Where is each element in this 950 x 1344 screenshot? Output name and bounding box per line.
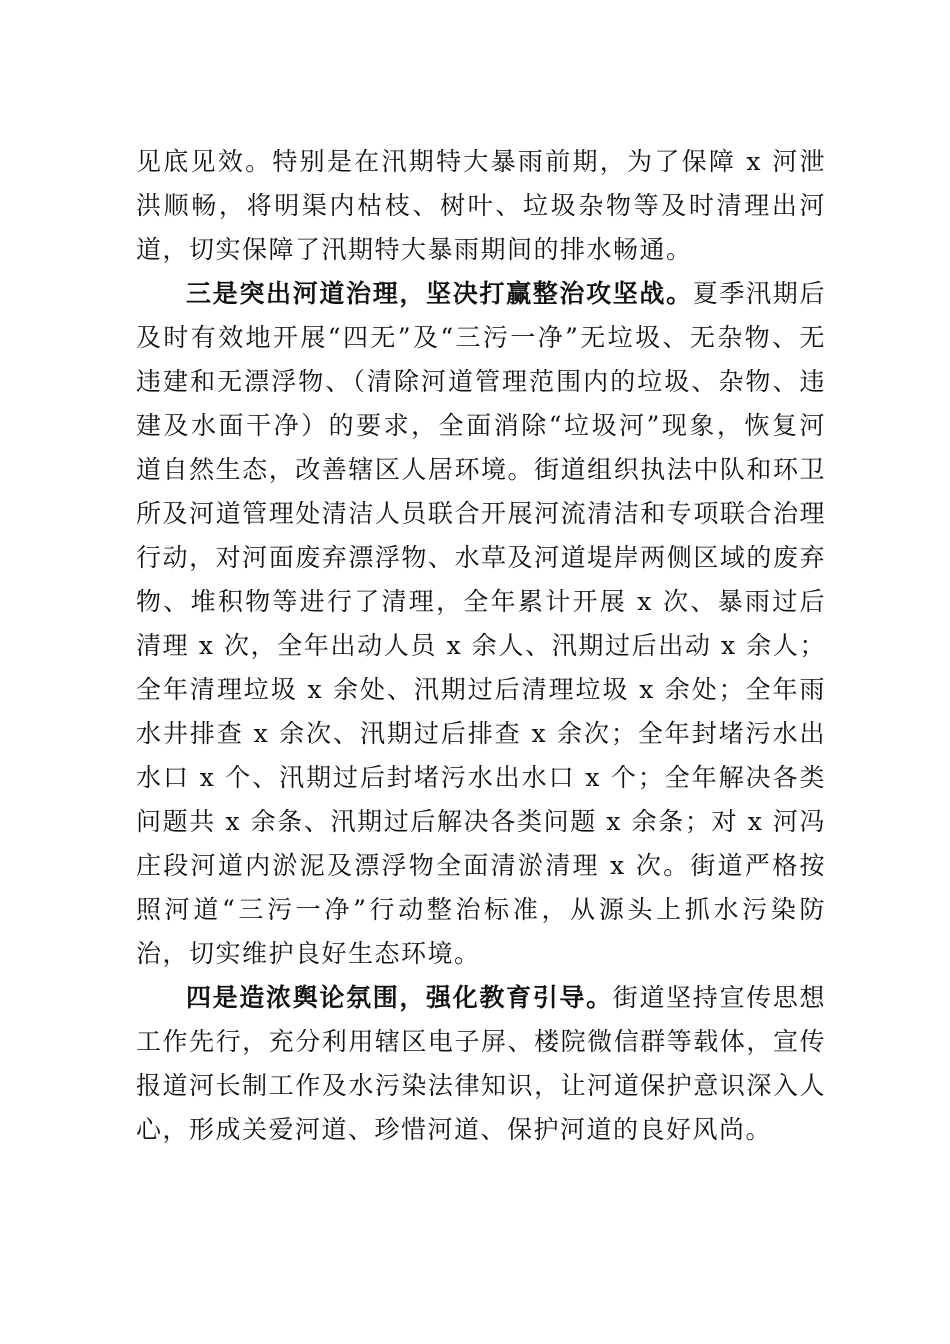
paragraph-continuation: [136, 140, 826, 272]
paragraph-heading: 四是造浓舆论氛围，强化教育引导。: [186, 983, 613, 1012]
paragraph-river-governance: [136, 272, 826, 976]
paragraph-text: 夏季汛期后及时有效地开展“四无”及“三污一净”无垃圾、无杂物、无违建和无漂浮物、（清除河道管理范围内的垃圾、杂物、违建及水面干净）的要求，全面消除“垃圾河”现象，恢复河道自然生态，改善辖区人居环境。街道组织执法中队和环卫所及河道管理处清洁人员联合开展河流清洁和专项联合治理行动，对河面废弃漂浮物、水草及河道堤岸两侧区域的废弃物、堆积物等进行了清理，全年累计开展 x 次、暴雨过后清理 x 次，全年出动人员 x 余人、汛期过后出动 x 余人；全年清理垃圾 x 余处、汛期过后清理垃圾 x 余处；全年雨水井排查 x 余次、汛期过后排查 x 余次；全年封堵污水出水口 x 个、汛期过后封堵污水出水口 x 个；全年解决各类问题共 x 余条、汛期过后解决各类问题 x 余条；对 x 河冯庄段河道内淤泥及漂浮物全面清淤清理 x 次。街道严格按照河道“三污一净”行动整治标准，从源头上抓水污染防治，切实维护良好生态环境。: [136, 279, 826, 968]
paragraph-text: 街道坚持宣传思想工作先行，充分利用辖区电子屏、楼院微信群等载体，宣传报道河长制工作及水污染法律知识，让河道保护意识深入人心，形成关爱河道、珍惜河道、保护河道的良好风尚。: [136, 983, 826, 1144]
document-body: [136, 140, 826, 1152]
paragraph-public-opinion: [136, 976, 826, 1152]
paragraph-heading: 三是突出河道治理，坚决打赢整治攻坚战。: [186, 279, 693, 308]
paragraph-text: 见底见效。特别是在汛期特大暴雨前期，为了保障 x 河泄洪顺畅，将明渠内枯枝、树叶、垃圾杂物等及时清理出河道，切实保障了汛期特大暴雨期间的排水畅通。: [136, 147, 826, 264]
